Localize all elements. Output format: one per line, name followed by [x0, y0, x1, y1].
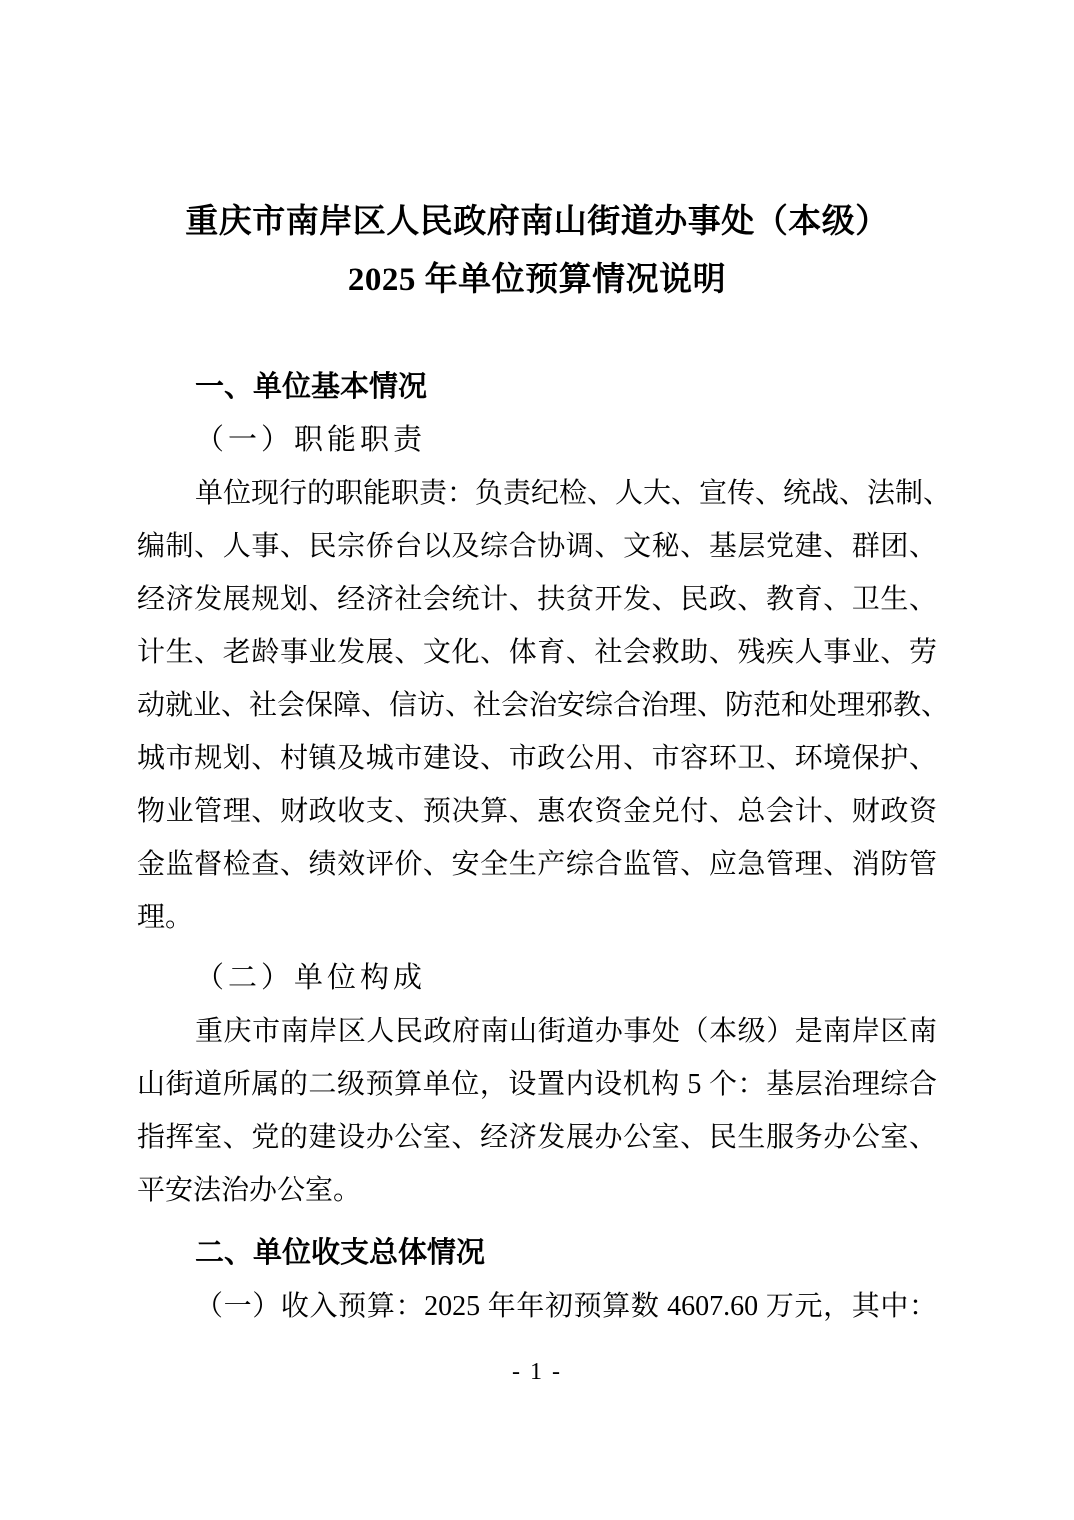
page-number: - 1 - [512, 1359, 562, 1385]
paragraph-composition-line: 重庆市南岸区人民政府南山街道办事处（本级）是南岸区南 [195, 1016, 937, 1047]
paragraph-duties-line: 金监督检查、绩效评价、安全生产综合监管、应急管理、消防管 [137, 849, 937, 880]
income-budget-line: （一）收入预算：2025 年年初预算数 4607.60 万元，其中： [195, 1291, 937, 1322]
document-content [137, 0, 952, 1333]
paragraph-duties-line: 理。 [137, 902, 194, 933]
paragraph-duties-line: 经济发展规划、经济社会统计、扶贫开发、民政、教育、卫生、 [137, 584, 937, 615]
section-1-subheading-1: （一）职能职责 [195, 424, 427, 456]
paragraph-duties-line: 单位现行的职能职责：负责纪检、人大、宣传、统战、法制、 [195, 478, 952, 509]
paragraph-duties [137, 467, 952, 944]
paragraph-composition [137, 1005, 937, 1217]
section-1-subheading-2: （二）单位构成 [195, 962, 427, 994]
paragraph-duties-line: 城市规划、村镇及城市建设、市政公用、市容环卫、环境保护、 [137, 743, 937, 774]
paragraph-duties-line: 动就业、社会保障、信访、社会治安综合治理、防范和处理邪教、 [137, 690, 950, 721]
document-title-line-1: 重庆市南岸区人民政府南山街道办事处（本级） [185, 204, 889, 240]
document-title-line-2: 2025 年单位预算情况说明 [347, 262, 727, 298]
paragraph-duties-line: 编制、人事、民宗侨台以及综合协调、文秘、基层党建、群团、 [137, 531, 937, 562]
section-2-heading: 二、单位收支总体情况 [195, 1237, 486, 1269]
paragraph-duties-line: 物业管理、财政收支、预决算、惠农资金兑付、总会计、财政资 [137, 796, 937, 827]
paragraph-composition-line: 指挥室、党的建设办公室、经济发展办公室、民生服务办公室、 [137, 1122, 937, 1153]
paragraph-duties-line: 计生、老龄事业发展、文化、体育、社会救助、残疾人事业、劳 [137, 637, 937, 668]
paragraph-composition-line: 平安法治办公室。 [137, 1175, 362, 1206]
section-1-heading: 一、单位基本情况 [195, 371, 428, 403]
document-title [137, 193, 937, 309]
paragraph-composition-line: 山街道所属的二级预算单位，设置内设机构 5 个：基层治理综合 [137, 1069, 937, 1100]
